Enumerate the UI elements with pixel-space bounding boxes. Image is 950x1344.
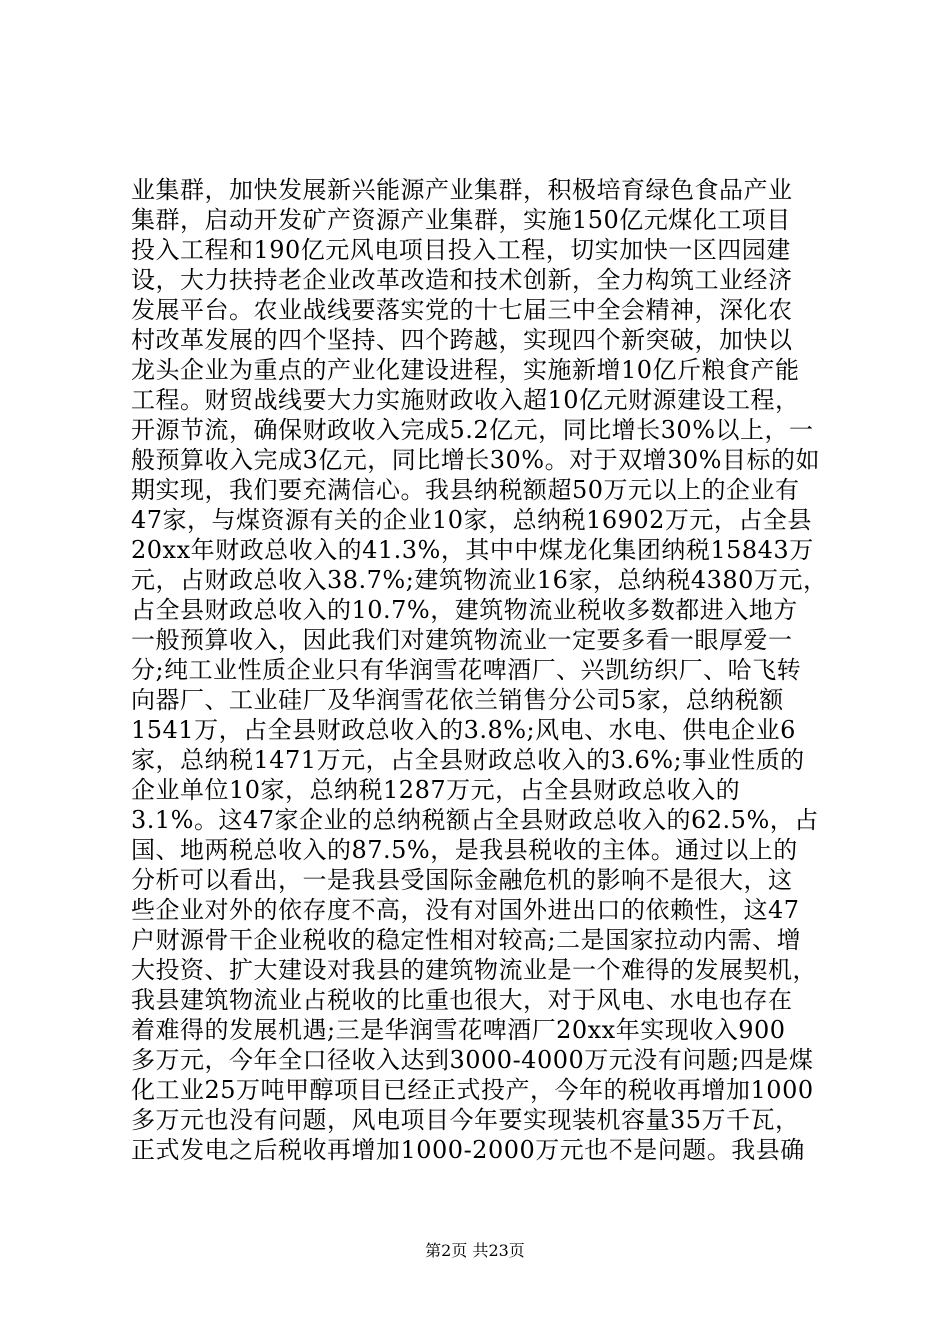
text-line: 投入工程和190亿元风电项目投入工程，切实加快一区四园建 xyxy=(131,236,791,264)
page-footer: 第2页 共23页 xyxy=(425,1241,525,1260)
text-line: 47家，与煤资源有关的企业10家，总纳税16902万元，占全县 xyxy=(131,506,812,534)
text-line: 家，总纳税1471万元，占全县财政总收入的3.6%;事业性质的 xyxy=(131,746,805,774)
text-line: 一般预算收入，因此我们对建筑物流业一定要多看一眼厚爱一 xyxy=(131,626,793,654)
text-line: 分析可以看出，一是我县受国际金融危机的影响不是很大，这 xyxy=(131,866,793,894)
text-line: 多万元，今年全口径收入达到3000-4000万元没有问题;四是煤 xyxy=(131,1046,814,1074)
text-line: 国、地两税总收入的87.5%，是我县税收的主体。通过以上的 xyxy=(131,836,798,864)
text-line: 分;纯工业性质企业只有华润雪花啤酒厂、兴凯纺织厂、哈飞转 xyxy=(131,656,802,684)
text-line: 发展平台。农业战线要落实党的十七届三中全会精神，深化农 xyxy=(131,296,793,324)
text-line: 业集群，加快发展新兴能源产业集群，积极培育绿色食品产业 xyxy=(131,176,793,204)
text-line: 些企业对外的依存度不高，没有对国外进出口的依赖性，这47 xyxy=(131,896,800,924)
body-text xyxy=(131,175,831,1165)
text-line: 村改革发展的四个坚持、四个跨越，实现四个新突破，加快以 xyxy=(131,326,793,354)
text-line: 1541万，占全县财政总收入的3.8%;风电、水电、供电企业6 xyxy=(131,716,796,744)
text-line: 占全县财政总收入的10.7%，建筑物流业税收多数都进入地方 xyxy=(131,596,798,624)
text-line: 期实现，我们要充满信心。我县纳税额超50万元以上的企业有 xyxy=(131,476,800,504)
text-line: 3.1%。这47家企业的总纳税额占全县财政总收入的62.5%，占 xyxy=(131,806,819,834)
text-line: 般预算收入完成3亿元，同比增长30%。对于双增30%目标的如 xyxy=(131,446,820,474)
text-line: 化工业25万吨甲醇项目已经正式投产，今年的税收再增加1000 xyxy=(131,1076,814,1104)
text-line: 工程。财贸战线要大力实施财政收入超10亿元财源建设工程， xyxy=(131,386,800,414)
text-line: 20xx年财政总收入的41.3%，其中中煤龙化集团纳税15843万 xyxy=(131,536,814,564)
text-line: 企业单位10家，总纳税1287万元，占全县财政总收入的 xyxy=(131,776,741,804)
text-line: 龙头企业为重点的产业化建设进程，实施新增10亿斤粮食产能 xyxy=(131,356,800,384)
text-line: 正式发电之后税收再增加1000-2000万元也不是问题。我县确 xyxy=(131,1136,805,1164)
text-line: 大投资、扩大建设对我县的建筑物流业是一个难得的发展契机， xyxy=(131,956,817,984)
text-line: 设，大力扶持老企业改革改造和技术创新，全力构筑工业经济 xyxy=(131,266,793,294)
text-line: 着难得的发展机遇;三是华润雪花啤酒厂20xx年实现收入900 xyxy=(131,1016,786,1044)
text-line: 向器厂、工业硅厂及华润雪花依兰销售分公司5家，总纳税额 xyxy=(131,686,784,714)
text-line: 户财源骨干企业税收的稳定性相对较高;二是国家拉动内需、增 xyxy=(131,926,802,954)
text-line: 元，占财政总收入38.7%;建筑物流业16家，总纳税4380万元， xyxy=(131,566,828,594)
text-line: 集群，启动开发矿产资源产业集群，实施150亿元煤化工项目 xyxy=(131,206,791,234)
text-line: 开源节流，确保财政收入完成5.2亿元，同比增长30%以上，一 xyxy=(131,416,814,444)
text-line: 我县建筑物流业占税收的比重也很大，对于风电、水电也存在 xyxy=(131,986,793,1014)
text-line: 多万元也没有问题，风电项目今年要实现装机容量35万千瓦， xyxy=(131,1106,800,1134)
